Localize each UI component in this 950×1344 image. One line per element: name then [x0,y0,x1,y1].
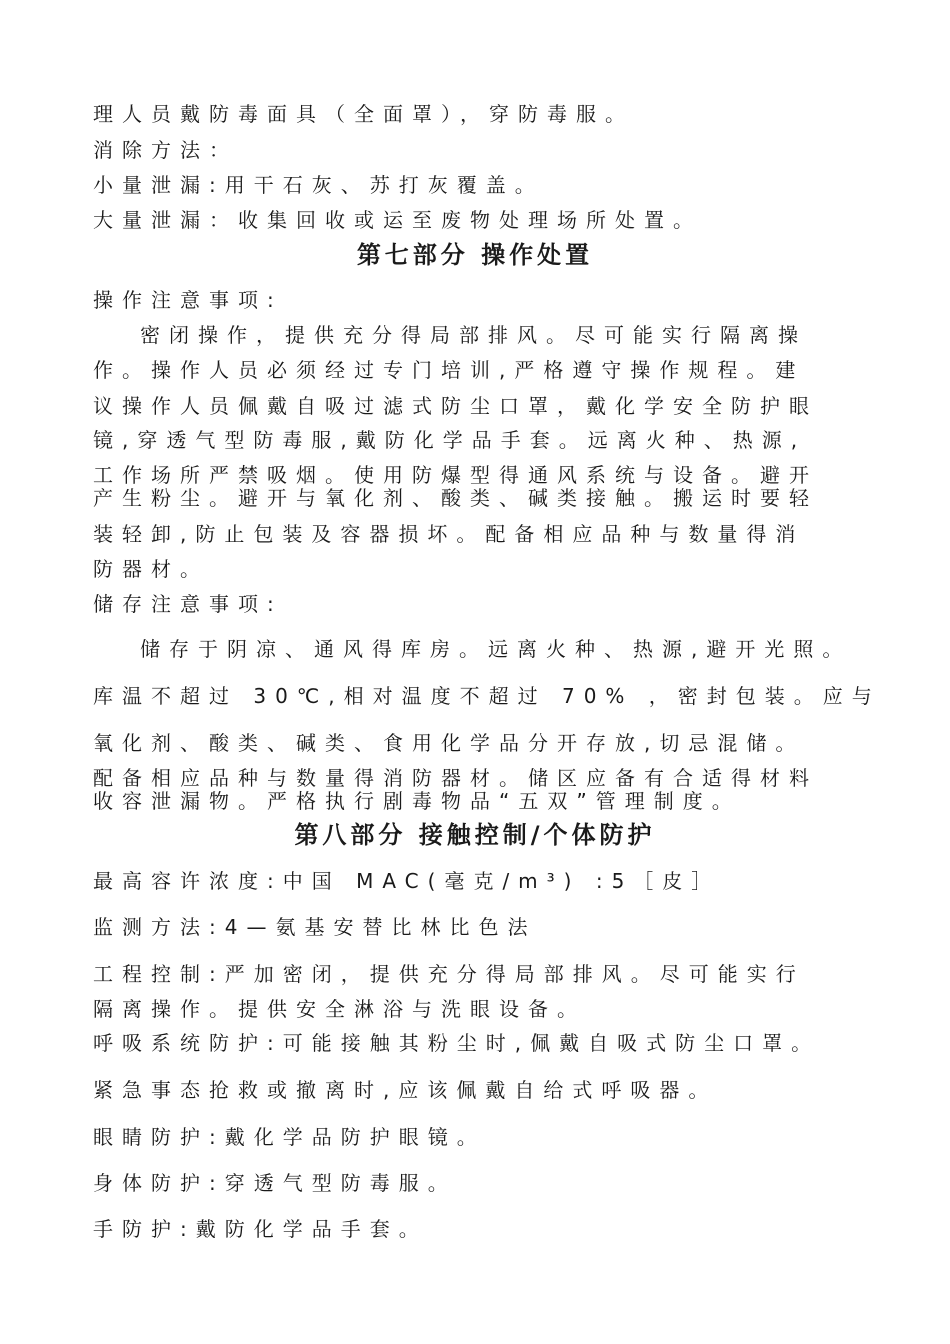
text-line: 监测方法:4—氨基安替比林比色法 [93,915,537,939]
text-line: 镜,穿透气型防毒服,戴防化学品手套。远离火种、热源, [93,428,807,452]
text-line: 工作场所严禁吸烟。使用防爆型得通风系统与设备。避开 [93,463,818,487]
text-line: 紧急事态抢救或撤离时,应该佩戴自给式呼吸器。 [93,1078,718,1102]
text-line: 身体防护:穿透气型防毒服。 [93,1171,457,1195]
text-line: 作。操作人员必须经过专门培训,严格遵守操作规程。建 [93,358,805,382]
text-line: 收容泄漏物。严格执行剧毒物品“五双”管理制度。 [93,789,741,813]
text-line: 配备相应品种与数量得消防器材。储区应备有合适得材料 [93,766,818,790]
section-heading: 第八部分 接触控制/个体防护 [294,821,656,849]
text-line: 产生粉尘。避开与氧化剂、酸类、碱类接触。搬运时要轻 [93,486,818,510]
subsection-label: 操作注意事项: [93,288,283,312]
text-line: 防器材。 [93,557,209,581]
text-line: 议操作人员佩戴自吸过滤式防尘口罩，戴化学安全防护眼 [93,394,818,418]
text-line: 储存于阴凉、通风得库房。远离火种、热源,避开光照。 [140,637,852,661]
section-heading: 第七部分 操作处置 [356,241,594,269]
text-line: 密闭操作，提供充分得局部排风。尽可能实行隔离操 [140,323,807,347]
text-line: 眼睛防护:戴化学品防护眼镜。 [93,1125,486,1149]
text-line: 隔离操作。提供安全淋浴与洗眼设备。 [93,997,586,1021]
text-line: 工程控制:严加密闭，提供充分得局部排风。尽可能实行 [93,962,805,986]
text-line: 装轻卸,防止包装及容器损坏。配备相应品种与数量得消 [93,522,805,546]
text-line: 大量泄漏：收集回收或运至废物处理场所处置。 [93,208,702,232]
subsection-label: 储存注意事项: [93,592,283,616]
text-line: 氧化剂、酸类、碱类、食用化学品分开存放,切忌混储。 [93,731,805,755]
text-line: 呼吸系统防护:可能接触其粉尘时,佩戴自吸式防尘口罩。 [93,1031,821,1055]
text-line: 手防护:戴防化学品手套。 [93,1217,428,1241]
text-line: 理人员戴防毒面具（全面罩），穿防毒服。 [93,102,634,126]
text-line: 小量泄漏:用干石灰、苏打灰覆盖。 [93,173,544,197]
text-line: 消除方法： [93,138,238,162]
text-line: 库温不超过 30℃,相对温度不超过 70% ，密封包装。应与 [93,684,881,708]
text-line: 最高容许浓度:中国 MAC(毫克/m³) :5［皮］ [93,869,721,893]
